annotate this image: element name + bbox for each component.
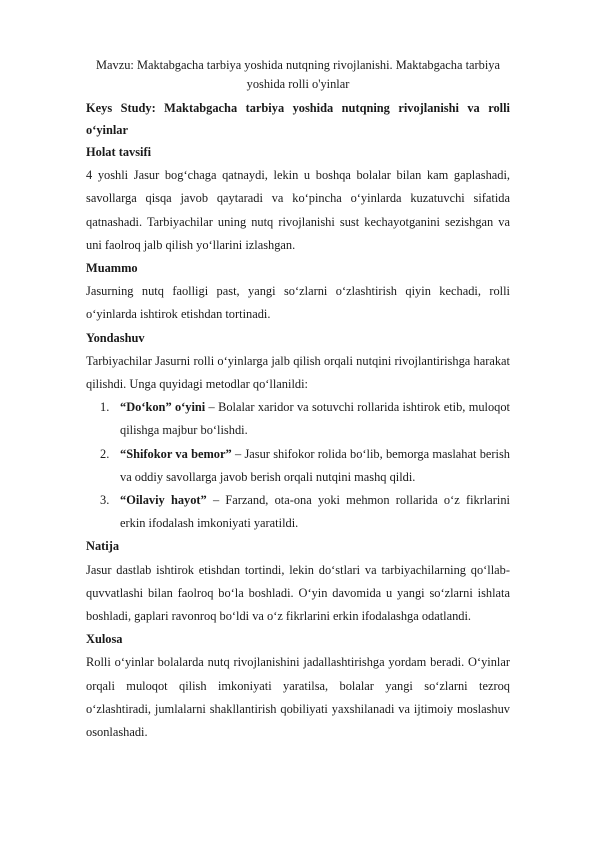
conclusion-heading: Xulosa (86, 632, 123, 647)
method-number: 1. (100, 400, 110, 415)
approach-heading: Yondashuv (86, 330, 145, 345)
problem-heading: Muammo (86, 261, 138, 276)
result-heading: Natija (86, 539, 120, 554)
method-description: – Bolalar xaridor va sotuvchi rollarida ishtirok etib, muloqot qilishga majbur bo‘lishdi. (120, 400, 510, 438)
methods-list (86, 396, 510, 535)
method-item (86, 443, 510, 489)
method-description: – Farzand, ota-ona yoki mehmon rollarida o‘z fikrlarini erkin ifodalash imkoniyati yaratildi. (120, 493, 510, 531)
method-item (86, 489, 510, 535)
problem-text: Jasurning nutq faolligi past, yangi so‘zlarni o‘zlashtirish qiyin kechadi, rolli o‘yinlarda ishtirok etishdan tortinadi. (86, 284, 510, 322)
result-text: Jasur dastlab ishtirok etishdan tortindi, lekin do‘stlari va tarbiyachilarning qo‘llab-quvvatlashi bilan faolroq bo‘la boshladi. O‘yin davomida u yangi so‘zlarni ishlata boshladi, gaplari ravonroq bo‘ldi va o‘z fikrlarini erkin ifodalashga odatlandi. (86, 562, 510, 624)
method-number: 3. (100, 493, 110, 508)
situation-heading: Holat tavsifi (86, 145, 152, 159)
method-item (86, 396, 510, 442)
conclusion-text: Rolli o‘yinlar bolalarda nutq rivojlanishini jadallashtirishga yordam beradi. O‘yinlar orqali muloqot qilish imkoniyati yaratilsa, bolalar yangi so‘zlarni tezroq o‘zlashtiradi, jumlalarni shakllantirish qobiliyati yaxshilanadi va ijtimoiy moslashuv osonlashadi. (86, 655, 510, 740)
case-study-heading: Keys Study: Maktabgacha tarbiya yoshida nutqning rivojlanishi va rolli o‘yinlar (86, 101, 510, 137)
document-title: Mavzu: Maktabgacha tarbiya yoshida nutqning rivojlanishi. Maktabgacha tarbiya yoshida rolli o'yinlar (96, 58, 500, 91)
method-description: – Jasur shifokor rolida bo‘lib, bemorga maslahat berish va oddiy savollarga javob berish orqali nutqini mashq qildi. (120, 446, 511, 484)
method-name: “Oilaviy hayot” (120, 493, 207, 508)
method-name: “Shifokor va bemor” (120, 446, 232, 461)
approach-text: Tarbiyachilar Jasurni rolli o‘yinlarga jalb qilish orqali nutqini rivojlantirishga harakat qilishdi. Unga quyidagi metodlar qo‘llanildi: (86, 353, 510, 392)
method-number: 2. (100, 446, 110, 461)
method-name: “Do‘kon” o‘yini (120, 400, 206, 415)
document-page (86, 56, 510, 744)
situation-text: 4 yoshli Jasur bog‘chaga qatnaydi, lekin u boshqa bolalar bilan kam gaplashadi, savollarga qisqa javob qaytaradi va ko‘pincha o‘yinlarda kuzatuvchi sifatida qatnashadi. Tarbiyachilar uning nutq rivojlanishi sust kechayotganini sezishgan va uni faolroq jalb qilish yo‘llarini izlashgan. (86, 168, 510, 252)
